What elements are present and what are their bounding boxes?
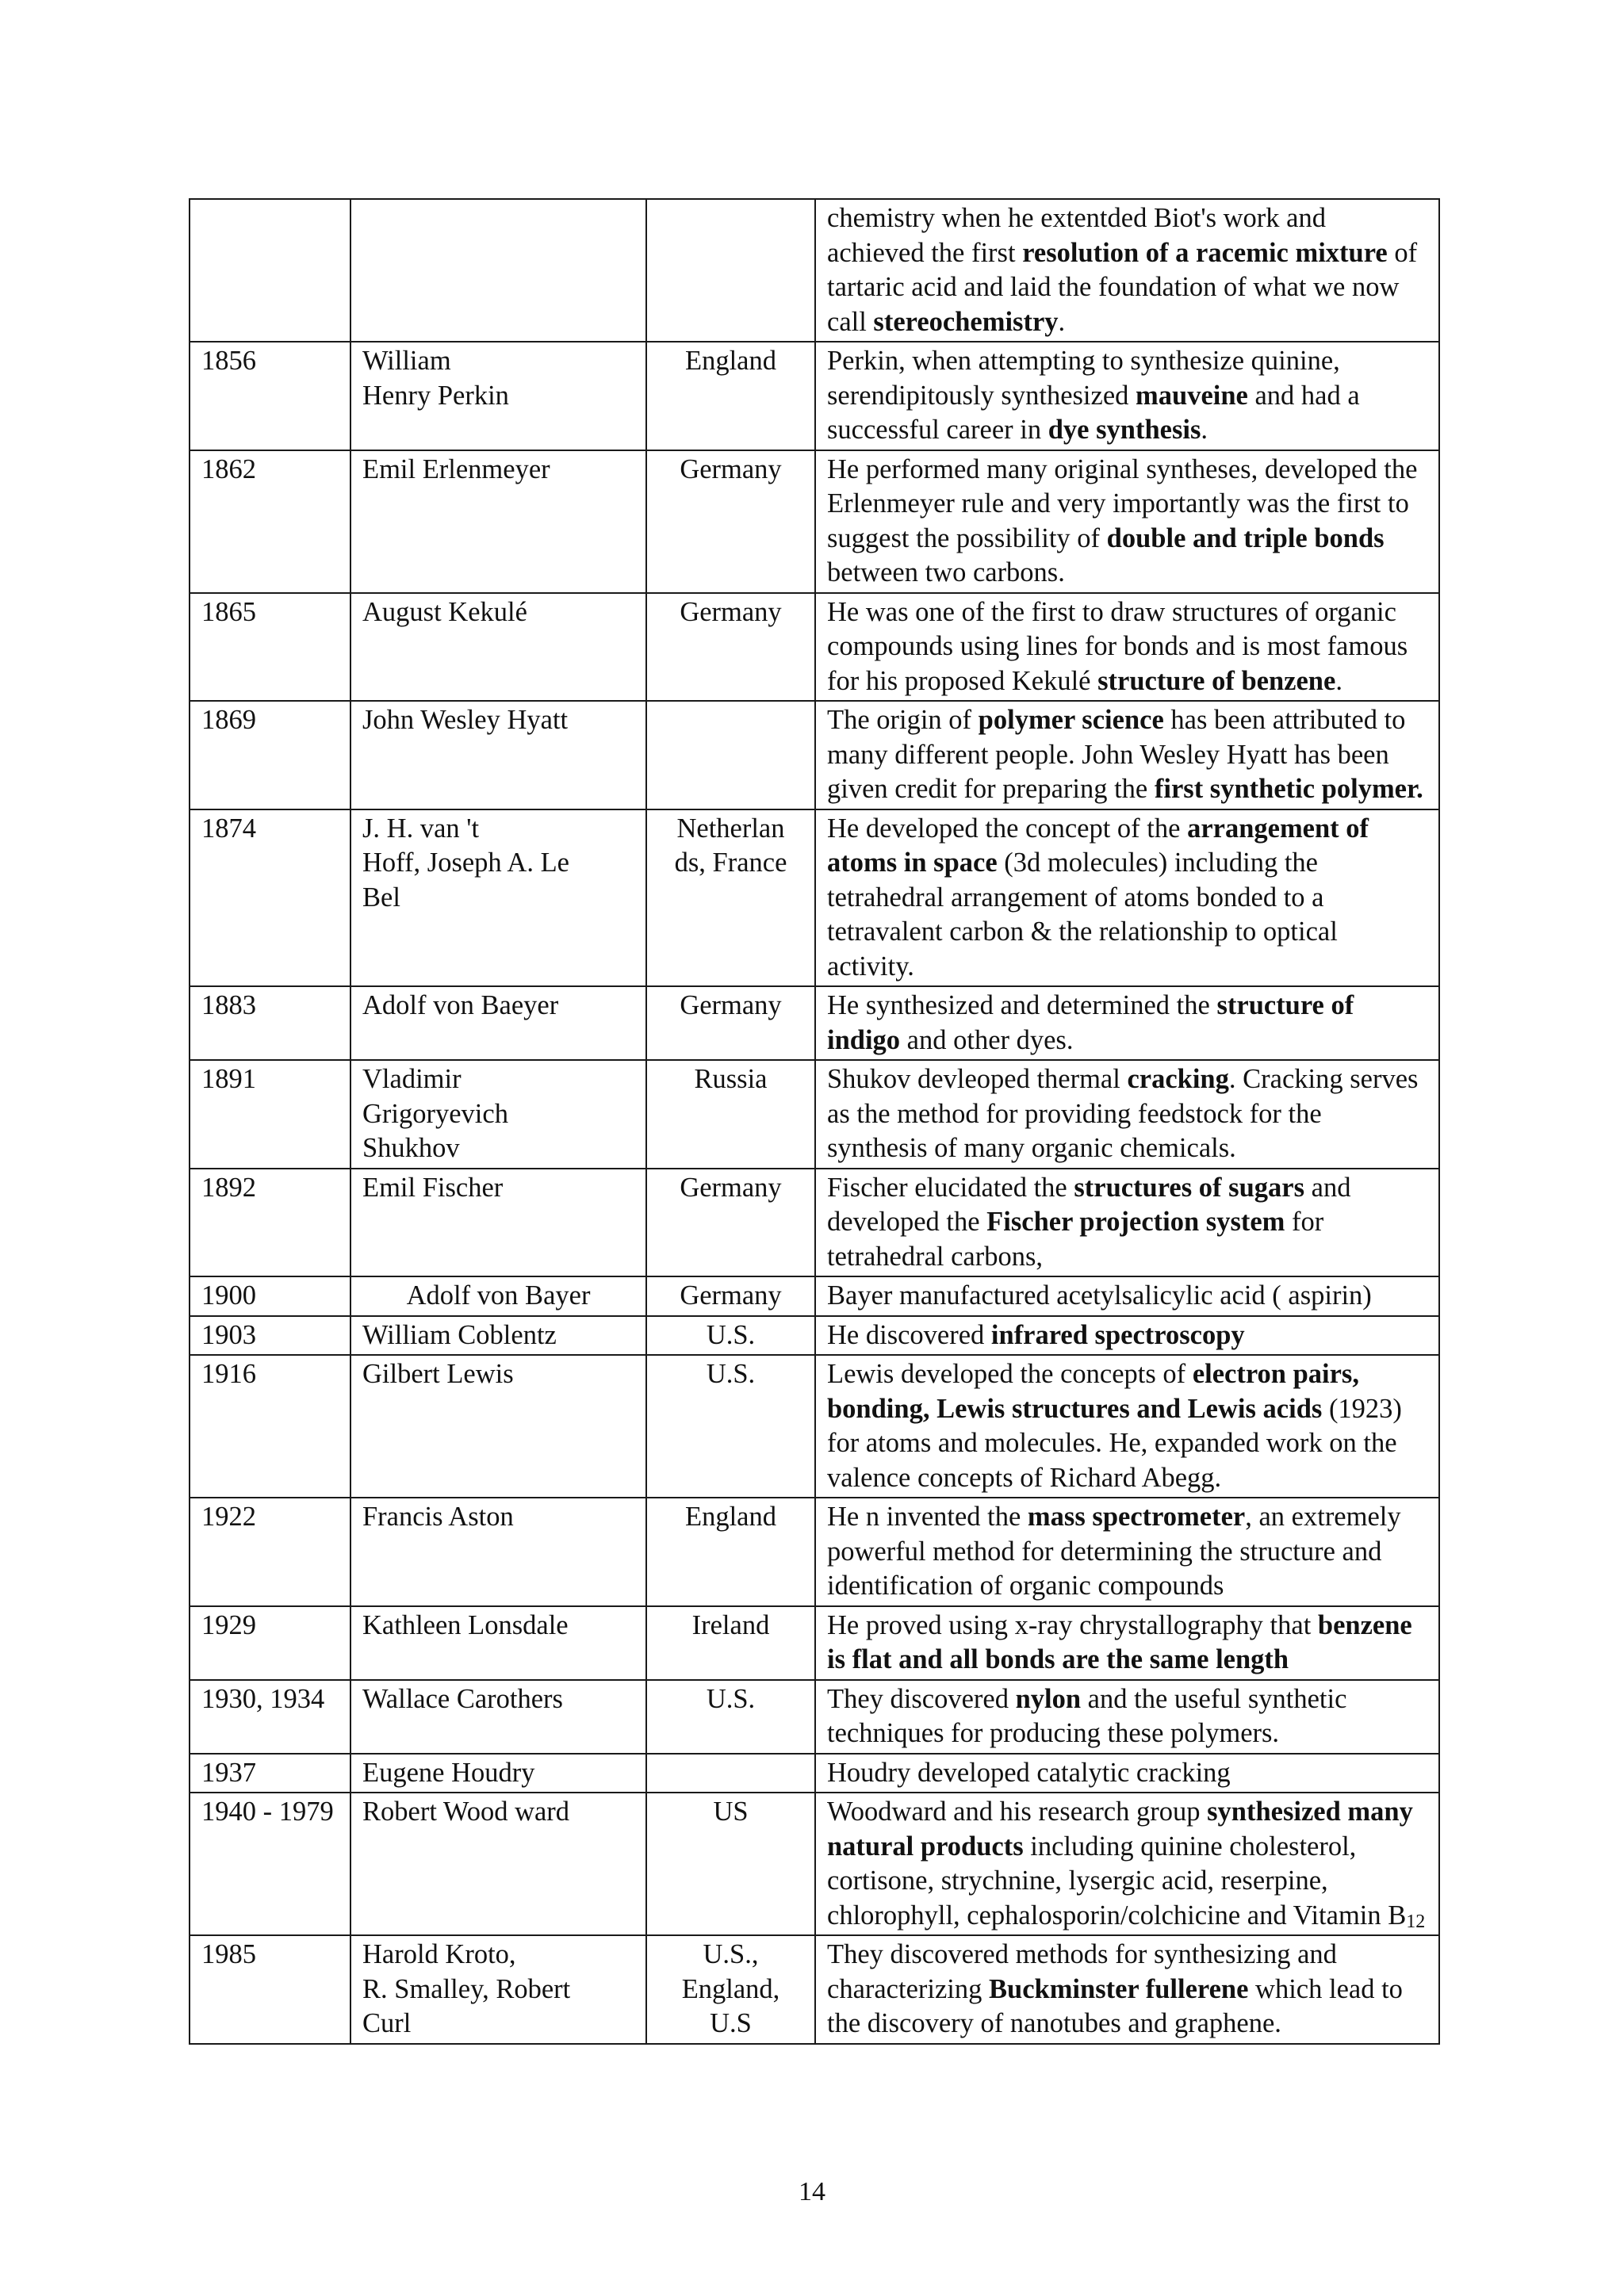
name-line: Curl bbox=[362, 2008, 412, 2038]
year-cell: 1856 bbox=[190, 342, 350, 450]
text-run: Perkin, when attempting to synthesize quinine, serendipitously synthesized bbox=[827, 346, 1340, 411]
description-cell bbox=[815, 1316, 1439, 1356]
country-cell bbox=[646, 199, 815, 342]
name-cell bbox=[350, 1680, 646, 1754]
table-row bbox=[190, 1793, 1439, 1935]
year-cell: 1930, 1934 bbox=[190, 1680, 350, 1754]
year-cell: 1883 bbox=[190, 986, 350, 1060]
year-cell: 1874 bbox=[190, 809, 350, 987]
name-cell bbox=[350, 701, 646, 809]
text-run: and had a successful career in bbox=[827, 380, 1360, 445]
country-cell bbox=[646, 809, 815, 987]
name-line: William Coblentz bbox=[362, 1319, 557, 1350]
bold-text: electron pairs, bonding, Lewis structures and Lewis acids bbox=[827, 1359, 1359, 1424]
description-cell bbox=[815, 1276, 1439, 1316]
year-cell: 1916 bbox=[190, 1355, 350, 1498]
description-cell bbox=[815, 1355, 1439, 1498]
table-row bbox=[190, 1276, 1439, 1316]
year-cell: 1903 bbox=[190, 1316, 350, 1356]
country-cell bbox=[646, 1355, 815, 1498]
year-cell: 1940 - 1979 bbox=[190, 1793, 350, 1935]
year-cell: 1922 bbox=[190, 1498, 350, 1606]
name-cell bbox=[350, 1754, 646, 1793]
bold-text: mauveine bbox=[1136, 380, 1248, 411]
year-cell: 1929 bbox=[190, 1606, 350, 1680]
text-run: has been attributed to many different people. John Wesley Hyatt has been given credit for preparing the bbox=[827, 705, 1406, 804]
country-line: Netherlan bbox=[676, 813, 785, 844]
country-line: Germany bbox=[680, 990, 782, 1020]
name-line: Hoff, Joseph A. Le bbox=[362, 848, 569, 878]
table-row bbox=[190, 1060, 1439, 1169]
text-run: and developed the bbox=[827, 1172, 1351, 1237]
text-run: He was one of the first to draw structures of organic compounds using lines for bonds and is most famous for his proposed Kekulé bbox=[827, 596, 1408, 696]
name-line: Grigoryevich bbox=[362, 1098, 508, 1129]
name-line: Shukhov bbox=[362, 1133, 460, 1163]
table-row bbox=[190, 1355, 1439, 1498]
country-cell bbox=[646, 1276, 815, 1316]
text-run: He discovered bbox=[827, 1319, 991, 1350]
bold-text: structure of benzene bbox=[1097, 665, 1336, 696]
bold-text: benzene is flat and all bonds are the same length bbox=[827, 1609, 1412, 1674]
description-cell bbox=[815, 1680, 1439, 1754]
country-cell bbox=[646, 1754, 815, 1793]
year-cell: 1985 bbox=[190, 1935, 350, 2044]
country-cell bbox=[646, 1169, 815, 1277]
country-line: Germany bbox=[680, 596, 782, 627]
history-table bbox=[189, 198, 1440, 2045]
description-cell bbox=[815, 1060, 1439, 1169]
name-cell bbox=[350, 199, 646, 342]
country-cell bbox=[646, 1680, 815, 1754]
text-run: Woodward and his research group bbox=[827, 1797, 1208, 1827]
country-cell bbox=[646, 1060, 815, 1169]
description-cell bbox=[815, 986, 1439, 1060]
country-line: England bbox=[685, 346, 776, 376]
table-row bbox=[190, 701, 1439, 809]
bold-text: stereochemistry bbox=[873, 306, 1059, 337]
subscript-text: 12 bbox=[1406, 1911, 1426, 1932]
name-cell bbox=[350, 1606, 646, 1680]
name-cell bbox=[350, 1355, 646, 1498]
table-row bbox=[190, 1680, 1439, 1754]
name-line: Emil Fischer bbox=[362, 1172, 504, 1203]
description-cell bbox=[815, 342, 1439, 450]
bold-text: structures of sugars bbox=[1074, 1172, 1305, 1203]
country-cell bbox=[646, 1606, 815, 1680]
name-cell bbox=[350, 1935, 646, 2044]
text-run: The origin of bbox=[827, 705, 979, 735]
text-run: (3d molecules) including the tetrahedral arrangement of atoms bonded to a tetravalent carbon & the relationship to optical activity. bbox=[827, 848, 1338, 982]
country-line: U.S. bbox=[706, 1359, 756, 1389]
description-cell bbox=[815, 593, 1439, 702]
bold-text: first synthetic polymer. bbox=[1154, 774, 1423, 804]
text-run: between two carbons. bbox=[827, 557, 1065, 587]
country-line: England, bbox=[681, 1973, 780, 2004]
name-line: Wallace Carothers bbox=[362, 1683, 563, 1714]
text-run: They discovered bbox=[827, 1683, 1016, 1714]
table-row-continued bbox=[190, 199, 1439, 342]
bold-text: synthesized many natural products bbox=[827, 1797, 1413, 1862]
text-run: including quinine cholesterol, cortisone, strychnine, lysergic acid, reserpine, chlorophyll, cephalosporin/colchicine and Vitamin B bbox=[827, 1831, 1407, 1931]
country-line: Germany bbox=[680, 1172, 782, 1203]
bold-text: nylon bbox=[1015, 1683, 1082, 1714]
country-line: England bbox=[685, 1502, 776, 1532]
country-line: Ireland bbox=[691, 1609, 770, 1640]
text-run: chemistry when he extentded Biot's work and achieved the first bbox=[827, 203, 1326, 268]
country-line: U.S., bbox=[703, 1939, 759, 1969]
country-line: US bbox=[713, 1797, 749, 1827]
table-row bbox=[190, 1498, 1439, 1606]
name-cell bbox=[350, 1276, 646, 1316]
description-cell bbox=[815, 809, 1439, 987]
year-cell: 1865 bbox=[190, 593, 350, 702]
description-cell bbox=[815, 701, 1439, 809]
text-run: which lead to the discovery of nanotubes and graphene. bbox=[827, 1973, 1403, 2038]
bold-text: polymer science bbox=[978, 705, 1164, 735]
table-row bbox=[190, 342, 1439, 450]
description-cell bbox=[815, 1754, 1439, 1793]
name-line: Francis Aston bbox=[362, 1502, 514, 1532]
country-cell bbox=[646, 1793, 815, 1935]
table-row bbox=[190, 1169, 1439, 1277]
country-cell bbox=[646, 986, 815, 1060]
name-line: Adolf von Bayer bbox=[406, 1280, 591, 1311]
text-run: . bbox=[1335, 665, 1342, 696]
table-row bbox=[190, 1606, 1439, 1680]
text-run: He synthesized and determined the bbox=[827, 990, 1217, 1020]
description-cell bbox=[815, 450, 1439, 593]
text-run: for tetrahedral carbons, bbox=[827, 1207, 1324, 1272]
text-run: He n invented the bbox=[827, 1502, 1028, 1532]
country-cell bbox=[646, 1498, 815, 1606]
name-line: J. H. van 't bbox=[362, 813, 480, 844]
name-line: Gilbert Lewis bbox=[362, 1359, 514, 1389]
name-line: Harold Kroto, bbox=[362, 1939, 516, 1969]
country-line: Germany bbox=[680, 453, 782, 484]
text-run: (1923) for atoms and molecules. He, expanded work on the valence concepts of Richard Abegg. bbox=[827, 1393, 1402, 1493]
name-line: Robert Wood ward bbox=[362, 1797, 570, 1827]
country-line: U.S bbox=[710, 2008, 752, 2038]
text-run: Fischer elucidated the bbox=[827, 1172, 1074, 1203]
text-run: Lewis developed the concepts of bbox=[827, 1359, 1193, 1389]
bold-text: Fischer projection system bbox=[986, 1207, 1285, 1237]
year-cell: 1937 bbox=[190, 1754, 350, 1793]
name-line: Emil Erlenmeyer bbox=[362, 453, 550, 484]
name-line: John Wesley Hyatt bbox=[362, 705, 569, 735]
name-cell bbox=[350, 1316, 646, 1356]
text-run: Houdry developed catalytic cracking bbox=[827, 1757, 1231, 1788]
name-cell bbox=[350, 809, 646, 987]
bold-text: structure of indigo bbox=[827, 990, 1354, 1055]
text-run: . Cracking serves as the method for providing feedstock for the synthesis of many organic chemicals. bbox=[827, 1064, 1419, 1163]
table-row bbox=[190, 1935, 1439, 2044]
bold-text: mass spectrometer bbox=[1027, 1502, 1246, 1532]
name-line: Bel bbox=[362, 882, 400, 913]
country-cell bbox=[646, 342, 815, 450]
description-cell bbox=[815, 1498, 1439, 1606]
country-line: Russia bbox=[694, 1064, 768, 1094]
name-line: Eugene Houdry bbox=[362, 1757, 535, 1788]
country-cell bbox=[646, 1316, 815, 1356]
name-cell bbox=[350, 593, 646, 702]
year-cell: 1869 bbox=[190, 701, 350, 809]
name-cell bbox=[350, 1498, 646, 1606]
bold-text: dye synthesis bbox=[1048, 415, 1201, 445]
country-line: U.S. bbox=[706, 1683, 756, 1714]
text-run: They discovered methods for synthesizing and characterizing bbox=[827, 1939, 1337, 2004]
text-run: Shukov devleoped thermal bbox=[827, 1064, 1128, 1094]
text-run: and the useful synthetic techniques for producing these polymers. bbox=[827, 1683, 1347, 1748]
table-row bbox=[190, 809, 1439, 987]
name-cell bbox=[350, 342, 646, 450]
country-line: Germany bbox=[680, 1280, 782, 1311]
bold-text: resolution of a racemic mixture bbox=[1022, 237, 1388, 268]
country-cell bbox=[646, 701, 815, 809]
name-line: August Kekulé bbox=[362, 596, 527, 627]
name-cell bbox=[350, 1169, 646, 1277]
table-row bbox=[190, 1754, 1439, 1793]
name-line: R. Smalley, Robert bbox=[362, 1973, 571, 2004]
bold-text: double and triple bonds bbox=[1106, 522, 1385, 553]
table-row bbox=[190, 593, 1439, 702]
description-cell bbox=[815, 1169, 1439, 1277]
table-row bbox=[190, 1316, 1439, 1356]
text-run: . bbox=[1058, 306, 1066, 337]
bold-text: infrared spectroscopy bbox=[990, 1319, 1245, 1350]
description-cell bbox=[815, 1793, 1439, 1935]
description-cell bbox=[815, 199, 1439, 342]
country-cell bbox=[646, 593, 815, 702]
text-run: . bbox=[1201, 415, 1208, 445]
name-cell bbox=[350, 450, 646, 593]
name-cell bbox=[350, 986, 646, 1060]
year-cell: 1862 bbox=[190, 450, 350, 593]
bold-text: Buckminster fullerene bbox=[989, 1973, 1249, 2004]
description-cell bbox=[815, 1935, 1439, 2044]
name-cell bbox=[350, 1793, 646, 1935]
year-cell: 1892 bbox=[190, 1169, 350, 1277]
text-run: of tartaric acid and laid the foundation of what we now call bbox=[827, 237, 1418, 337]
year-cell: 1891 bbox=[190, 1060, 350, 1169]
text-run: , an extremely powerful method for determining the structure and identification of organic compounds bbox=[827, 1502, 1401, 1601]
name-line: Henry Perkin bbox=[362, 380, 509, 411]
year-cell bbox=[190, 199, 350, 342]
text-run: and other dyes. bbox=[900, 1024, 1074, 1055]
bold-text: cracking bbox=[1127, 1064, 1229, 1094]
name-line: Kathleen Lonsdale bbox=[362, 1609, 569, 1640]
name-line: William bbox=[362, 346, 451, 376]
table-row bbox=[190, 450, 1439, 593]
table-row bbox=[190, 986, 1439, 1060]
description-cell bbox=[815, 1606, 1439, 1680]
page-number: 14 bbox=[799, 2177, 825, 2206]
text-run: He performed many original syntheses, developed the Erlenmeyer rule and very importantly was the first to suggest the possibility of bbox=[827, 453, 1418, 553]
name-line: Adolf von Baeyer bbox=[362, 990, 559, 1020]
year-cell: 1900 bbox=[190, 1276, 350, 1316]
text-run: He proved using x-ray chrystallography that bbox=[827, 1609, 1318, 1640]
country-line: ds, France bbox=[674, 848, 787, 878]
country-cell bbox=[646, 1935, 815, 2044]
country-cell bbox=[646, 450, 815, 593]
text-run: He developed the concept of the bbox=[827, 813, 1188, 844]
bold-text: arrangement of atoms in space bbox=[827, 813, 1369, 878]
text-run: Bayer manufactured acetylsalicylic acid ( aspirin) bbox=[827, 1280, 1372, 1311]
name-line: Vladimir bbox=[362, 1064, 462, 1094]
country-line: U.S. bbox=[706, 1319, 756, 1350]
name-cell bbox=[350, 1060, 646, 1169]
